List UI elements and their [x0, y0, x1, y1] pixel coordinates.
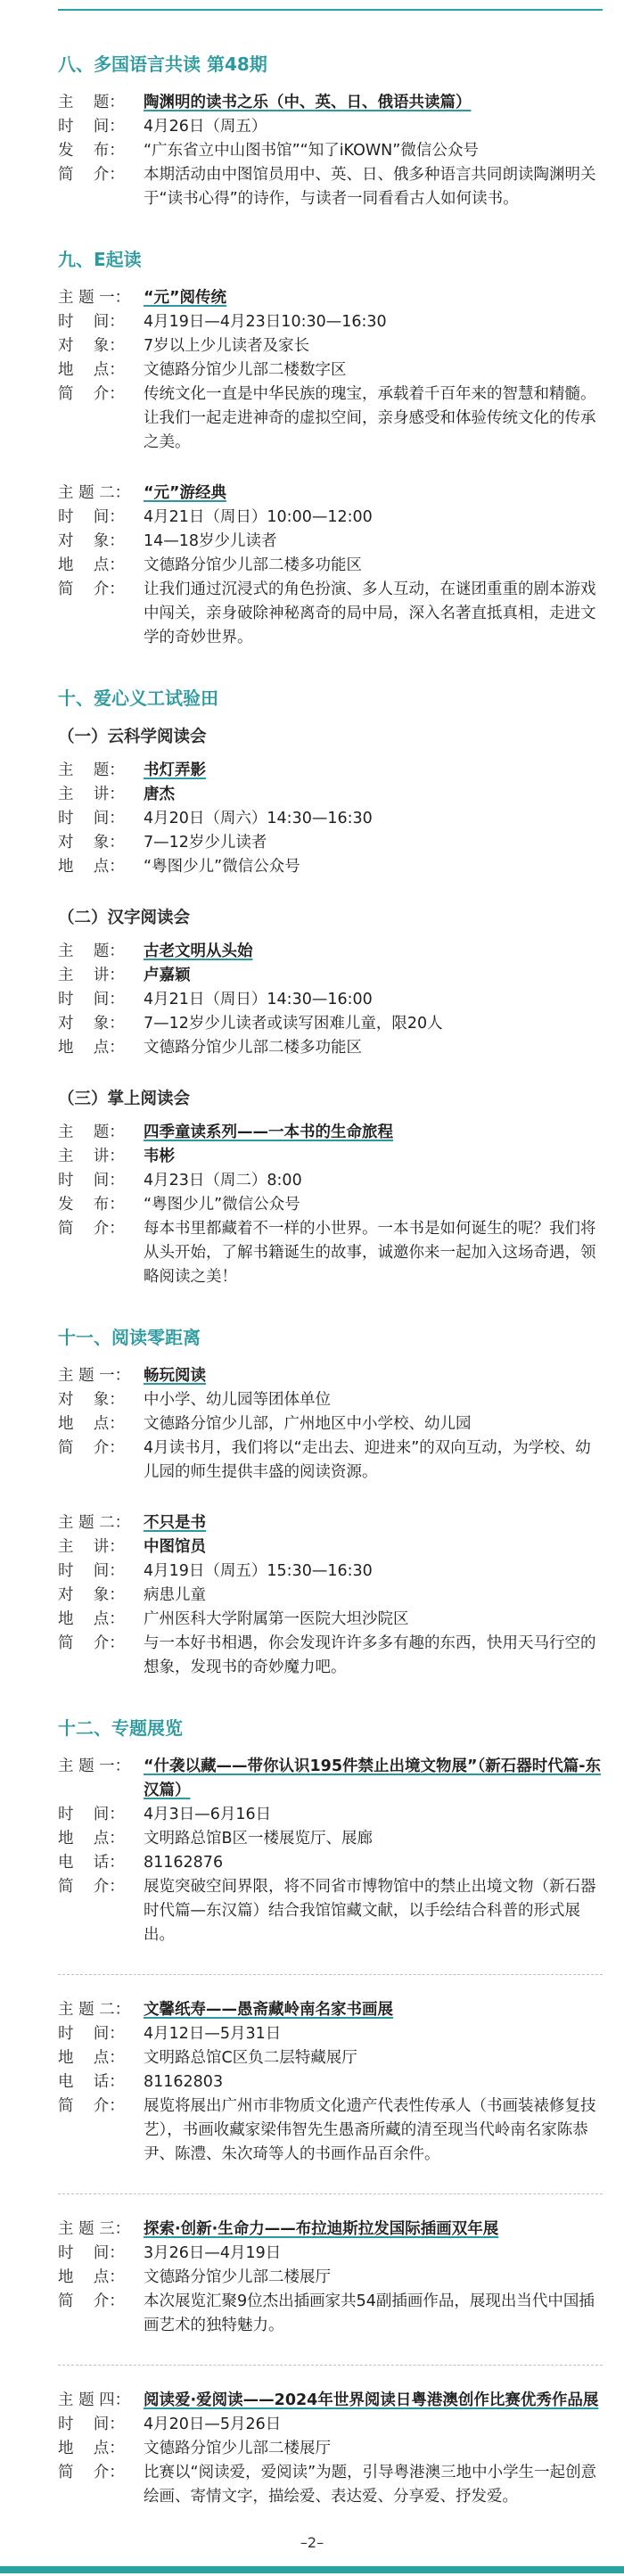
label: 对 象： — [58, 1391, 125, 1409]
bottom-rule — [0, 2566, 624, 2573]
label: 发 布： — [58, 1196, 125, 1214]
label: 对 象： — [58, 834, 125, 852]
event-intro: 传统文化一直是中华民族的瑰宝，承载着千百年来的智慧和精髓。让我们一起走进神奇的虚拟空间，亲身感受和体验传统文化的传承之美。 — [144, 385, 596, 451]
label: 简 介： — [58, 1878, 125, 1896]
event-title: 阅读爱·爱阅读——2024年世界阅读日粤港澳创作比赛优秀作品展 — [144, 2391, 599, 2409]
event-time: 4月21日（周日）10:00—12:00 — [144, 508, 373, 526]
section-10 — [58, 686, 603, 1289]
label: 简 介： — [58, 580, 125, 598]
event-intro: 让我们通过沉浸式的角色扮演、多人互动，在谜团重重的剧本游戏中闯关，亲身破除神秘离奇的局中局，深入名著直抵真相，走进文学的奇妙世界。 — [144, 580, 596, 646]
label: 时 间： — [58, 1562, 125, 1580]
sub-title: （二）汉字阅读会 — [58, 909, 191, 927]
event-phone: 81162803 — [144, 2073, 224, 2091]
event-publish: “广东省立中山图书馆”“知了iKOWN”微信公众号 — [144, 142, 479, 160]
label: 时 间： — [58, 118, 125, 136]
label: 简 介： — [58, 1220, 125, 1238]
label: 主 题： — [58, 1123, 125, 1141]
event-time: 4月23日（周二）8:00 — [144, 1172, 302, 1189]
label: 主 题 一： — [58, 1757, 131, 1775]
event-target: 14—18岁少儿读者 — [144, 532, 277, 550]
event-phone: 81162876 — [144, 1854, 224, 1872]
event-intro: 比赛以“阅读爱，爱阅读”为题，引导粤港澳三地中小学生一起创意绘画、寄情文字，描绘爱、表达爱、分享爱、抒发爱。 — [144, 2464, 597, 2506]
event-title: 四季童读系列——一本书的生命旅程 — [144, 1123, 393, 1141]
event-item — [58, 481, 603, 650]
label: 地 点： — [58, 361, 125, 379]
event-title: 书灯弄影 — [144, 761, 206, 779]
event-time: 3月26日—4月19日 — [144, 2244, 282, 2262]
sub-title: （一）云科学阅读会 — [58, 728, 207, 746]
event-speaker: 中图馆员 — [144, 1538, 206, 1556]
event-time: 4月12日—5月31日 — [144, 2025, 282, 2043]
label: 主 题 三： — [58, 2220, 131, 2238]
label: 时 间： — [58, 810, 125, 827]
label: 地 点： — [58, 1415, 125, 1433]
event-item — [58, 940, 603, 1060]
event-publish: “粤图少儿”微信公众号 — [144, 1196, 300, 1214]
event-title: “元”阅传统 — [144, 289, 227, 307]
event-title: “什袭以藏——带你认识195件禁止出境文物展”（新石器时代篇-东汉篇） — [144, 1757, 602, 1799]
label: 主 题： — [58, 761, 125, 779]
event-title: 畅玩阅读 — [144, 1367, 206, 1385]
event-place: 文明路总馆B区一楼展览厅、展廊 — [144, 1830, 374, 1848]
event-time: 4月3日—6月16日 — [144, 1806, 272, 1823]
label: 地 点： — [58, 1039, 125, 1057]
label: 地 点： — [58, 1830, 125, 1848]
event-item — [58, 1511, 603, 1680]
event-title: 古老文明从头始 — [144, 942, 253, 960]
label: 地 点： — [58, 2268, 125, 2286]
section-12 — [58, 1716, 603, 2509]
event-target: 中小学、幼儿园等团体单位 — [144, 1391, 331, 1409]
label: 主 题 二： — [58, 1514, 131, 1532]
label: 时 间： — [58, 508, 125, 526]
label: 地 点： — [58, 858, 125, 876]
label: 简 介： — [58, 1439, 125, 1457]
event-intro: 本次展览汇聚9位杰出插画家共54副插画作品，展现出当代中国插画艺术的独特魅力。 — [144, 2292, 595, 2334]
event-title: 文馨纸寿——愚斋藏岭南名家书画展 — [144, 2001, 393, 2019]
label: 主 题： — [58, 94, 125, 111]
event-title: 探索·创新·生命力——布拉迪斯拉发国际插画双年展 — [144, 2220, 499, 2238]
dashed-divider — [58, 1974, 603, 1975]
label: 简 介： — [58, 1634, 125, 1652]
label: 主 题 一： — [58, 1367, 131, 1385]
event-intro: 4月读书月，我们将以“走出去、迎进来”的双向互动，为学校、幼儿园的师生提供丰盛的阅读资源。 — [144, 1439, 591, 1481]
event-time: 4月19日（周五）15:30—16:30 — [144, 1562, 373, 1580]
event-time: 4月26日（周五） — [144, 118, 267, 136]
event-item — [58, 1121, 603, 1289]
label: 地 点： — [58, 1610, 125, 1628]
label: 时 间： — [58, 991, 125, 1008]
label: 主 题 二： — [58, 484, 131, 502]
event-target: 7—12岁少儿读者 — [144, 834, 267, 852]
event-speaker: 韦彬 — [144, 1148, 175, 1165]
event-intro: 展览将展出广州市非物质文化遗产代表性传承人（书画装裱修复技艺），书画收藏家梁伟智先生愚斋所藏的清至现当代岭南名家陈恭尹、陈澧、朱次琦等人的书画作品百余件。 — [144, 2097, 596, 2163]
section-title: 十二、专题展览 — [58, 1717, 183, 1739]
event-item — [58, 2218, 603, 2338]
label: 时 间： — [58, 2244, 125, 2262]
event-item — [58, 1364, 603, 1485]
label: 主 题 一： — [58, 289, 131, 307]
event-item — [58, 91, 603, 211]
event-time: 4月20日（周六）14:30—16:30 — [144, 810, 373, 827]
sub-title: （三）掌上阅读会 — [58, 1090, 191, 1108]
page-number: –2– — [300, 2534, 324, 2551]
event-item — [58, 1755, 603, 1947]
label: 时 间： — [58, 2025, 125, 2043]
event-intro: 本期活动由中图馆员用中、英、日、俄多种语言共同朗读陶渊明关于“读书心得”的诗作，与读者一同看看古人如何读书。 — [144, 166, 596, 208]
label: 主 讲： — [58, 1538, 125, 1556]
label: 电 话： — [58, 2073, 125, 2091]
label: 电 话： — [58, 1854, 125, 1872]
label: 主 讲： — [58, 967, 125, 984]
event-target: 病患儿童 — [144, 1586, 206, 1604]
event-intro: 展览突破空间界限，将不同省市博物馆中的禁止出境文物（新石器时代篇—东汉篇）结合我馆馆藏文献，以手绘结合科普的形式展出。 — [144, 1878, 596, 1944]
event-target: 7岁以上少儿读者及家长 — [144, 337, 310, 355]
label: 地 点： — [58, 2049, 125, 2067]
label: 主 题 四： — [58, 2391, 131, 2409]
event-item — [58, 286, 603, 455]
label: 主 讲： — [58, 1148, 125, 1165]
content — [58, 52, 603, 2545]
section-title: 八、多国语言共读 第48期 — [58, 53, 267, 75]
label: 简 介： — [58, 385, 125, 403]
label: 主 讲： — [58, 786, 125, 803]
dashed-divider — [58, 2193, 603, 2194]
label: 对 象： — [58, 1586, 125, 1604]
section-title: 九、E起读 — [58, 249, 142, 270]
section-title: 十一、阅读零距离 — [58, 1327, 201, 1348]
event-place: 广州医科大学附属第一医院大坦沙院区 — [144, 1610, 409, 1628]
event-place: 文德路分馆少儿部二楼数字区 — [144, 361, 347, 379]
label: 简 介： — [58, 166, 125, 184]
label: 时 间： — [58, 2416, 125, 2433]
label: 主 题 二： — [58, 2001, 131, 2019]
label: 地 点： — [58, 556, 125, 574]
event-place: 文德路分馆少儿部，广州地区中小学校、幼儿园 — [144, 1415, 472, 1433]
section-9 — [58, 247, 603, 650]
event-item — [58, 2389, 603, 2509]
label: 简 介： — [58, 2292, 125, 2310]
event-place: 文德路分馆少儿部二楼展厅 — [144, 2440, 331, 2457]
label: 时 间： — [58, 1172, 125, 1189]
event-item — [58, 759, 603, 879]
event-title: “元”游经典 — [144, 484, 227, 502]
section-title: 十、爱心义工试验田 — [58, 687, 218, 709]
label: 时 间： — [58, 1806, 125, 1823]
dashed-divider — [58, 2365, 603, 2366]
event-place: 文德路分馆少儿部二楼多功能区 — [144, 1039, 362, 1057]
label: 简 介： — [58, 2464, 125, 2481]
event-place: “粤图少儿”微信公众号 — [144, 858, 300, 876]
event-item — [58, 1998, 603, 2167]
event-intro: 与一本好书相遇，你会发现许许多多有趣的东西，快用天马行空的想象，发现书的奇妙魔力吧。 — [144, 1634, 596, 1676]
event-speaker: 卢嘉颖 — [144, 967, 191, 984]
event-place: 文德路分馆少儿部二楼展厅 — [144, 2268, 331, 2286]
event-speaker: 唐杰 — [144, 786, 175, 803]
event-title: 陶渊明的读书之乐（中、英、日、俄语共读篇） — [144, 94, 472, 111]
label: 对 象： — [58, 532, 125, 550]
event-target: 7—12岁少儿读者或读写困难儿童，限20人 — [144, 1015, 443, 1033]
label: 对 象： — [58, 1015, 125, 1033]
event-place: 文德路分馆少儿部二楼多功能区 — [144, 556, 362, 574]
event-time: 4月21日（周日）14:30—16:00 — [144, 991, 373, 1008]
section-11 — [58, 1325, 603, 1680]
event-time: 4月20日—5月26日 — [144, 2416, 282, 2433]
label: 主 题： — [58, 942, 125, 960]
event-title: 不只是书 — [144, 1514, 206, 1532]
label: 时 间： — [58, 313, 125, 331]
event-time: 4月19日—4月23日10:30—16:30 — [144, 313, 387, 331]
label: 简 介： — [58, 2097, 125, 2115]
event-intro: 每本书里都藏着不一样的小世界。一本书是如何诞生的呢？我们将从头开始，了解书籍诞生的故事，诚邀你来一起加入这场奇遇，领略阅读之美！ — [144, 1220, 596, 1286]
label: 对 象： — [58, 337, 125, 355]
event-place: 文明路总馆C区负二层特藏展厅 — [144, 2049, 357, 2067]
label: 发 布： — [58, 142, 125, 160]
top-rule — [58, 9, 603, 11]
label: 地 点： — [58, 2440, 125, 2457]
section-8 — [58, 52, 603, 211]
